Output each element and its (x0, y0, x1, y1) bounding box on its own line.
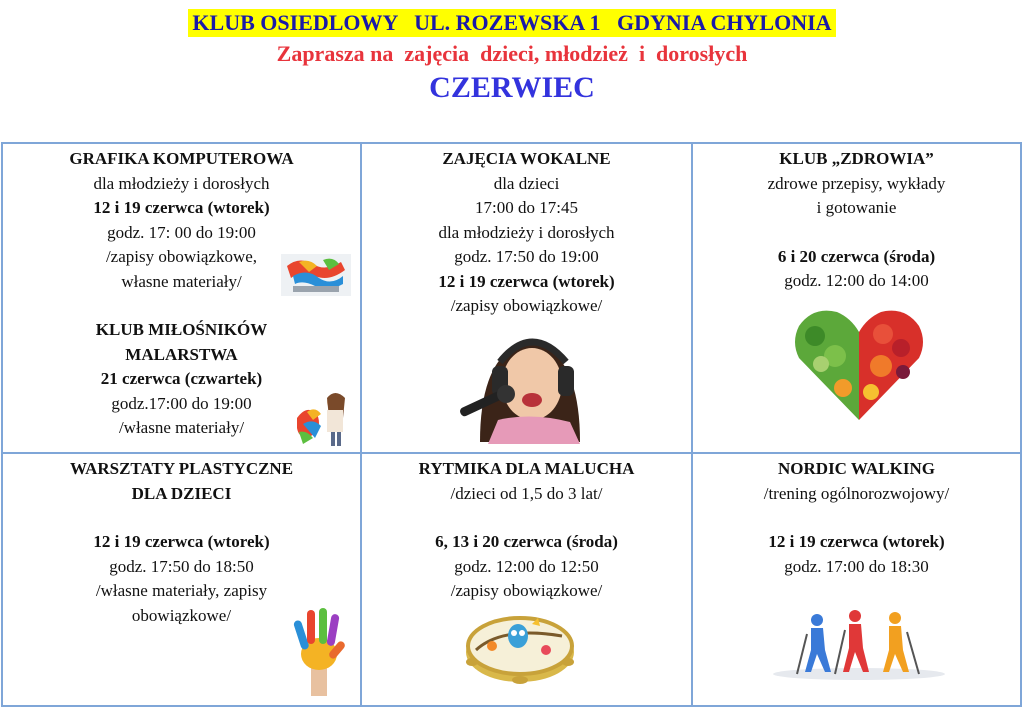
note-text: /własne materiały/ (118, 418, 245, 437)
note-text: /zapisy obowiązkowe, (105, 247, 258, 266)
activity-title: MALARSTWA (125, 344, 238, 364)
note-text: obowiązkowe/ (131, 605, 232, 625)
note-text: /zapisy obowiązkowe/ (450, 296, 603, 315)
schedule-grid (1, 142, 1022, 707)
date-text: 12 i 19 czerwca (wtorek) (768, 532, 945, 551)
header (0, 0, 1024, 105)
cell-grafika-komputerowa (3, 144, 362, 454)
activity-title: GRAFIKA KOMPUTEROWA (69, 149, 294, 168)
painted-hand-image (289, 604, 351, 698)
time-text: godz. 12:00 do 14:00 (784, 271, 929, 290)
date-text: 6, 13 i 20 czerwca (środa) (435, 532, 618, 551)
cell-nordic-walking (693, 454, 1020, 705)
note-text: /własne materiały, zapisy (95, 581, 268, 600)
laptop-paint-image (279, 252, 353, 298)
time-text: 17:00 do 17:45 (475, 198, 578, 217)
time-text: godz. 17:00 do 18:30 (784, 556, 929, 576)
audience-text: /dzieci od 1,5 do 3 lat/ (450, 483, 603, 503)
audience-text: dla młodzieży i dorosłych (438, 222, 615, 242)
note-text: własne materiały/ (121, 271, 242, 291)
tambourine-image (462, 606, 578, 688)
activity-title: KLUB „ZDROWIA” (779, 149, 934, 168)
activity-title: WARSZTATY PLASTYCZNE (69, 459, 294, 478)
nordic-walkers-image (769, 604, 949, 682)
cell-warsztaty-plastyczne (3, 454, 362, 705)
activity-title: KLUB MIŁOŚNIKÓW (95, 320, 268, 339)
activity-title: NORDIC WALKING (778, 459, 935, 478)
date-text: 21 czerwca (czwartek) (100, 369, 263, 388)
time-text: godz.17:00 do 19:00 (111, 393, 252, 413)
page-title: KLUB OSIEDLOWY UL. ROZEWSKA 1 GDYNIA CHYLONIA (188, 9, 835, 37)
activity-title: RYTMIKA DLA MALUCHA (418, 459, 635, 478)
description-text: zdrowe przepisy, wykłady (767, 173, 946, 193)
activity-title: DLA DZIECI (131, 483, 232, 503)
time-text: godz. 17:50 do 19:00 (454, 247, 599, 266)
audience-text: dla młodzieży i dorosłych (93, 173, 270, 193)
date-text: 12 i 19 czerwca (wtorek) (93, 198, 270, 217)
audience-text: dla dzieci (493, 173, 560, 193)
painter-girl-image (293, 388, 355, 446)
vegetable-heart-image (791, 302, 927, 424)
date-text: 12 i 19 czerwca (wtorek) (438, 271, 615, 291)
activity-title: ZAJĘCIA WOKALNE (442, 149, 611, 168)
cell-klub-zdrowia (693, 144, 1020, 454)
time-text: godz. 17: 00 do 19:00 (107, 222, 256, 242)
cell-rytmika-dla-malucha (362, 454, 693, 705)
cell-zajecia-wokalne (362, 144, 693, 454)
time-text: godz. 17:50 do 18:50 (109, 556, 254, 576)
date-text: 6 i 20 czerwca (środa) (777, 246, 936, 266)
page-subtitle: Zaprasza na zajęcia dzieci, młodzież i dorosłych (276, 41, 748, 66)
month-heading: CZERWIEC (429, 71, 595, 104)
description-text: i gotowanie (816, 198, 897, 217)
note-text: /zapisy obowiązkowe/ (450, 581, 603, 600)
singing-girl-image (440, 322, 606, 444)
description-text: /trening ogólnorozwojowy/ (763, 483, 950, 503)
time-text: godz. 12:00 do 12:50 (454, 556, 599, 576)
date-text: 12 i 19 czerwca (wtorek) (93, 532, 270, 551)
